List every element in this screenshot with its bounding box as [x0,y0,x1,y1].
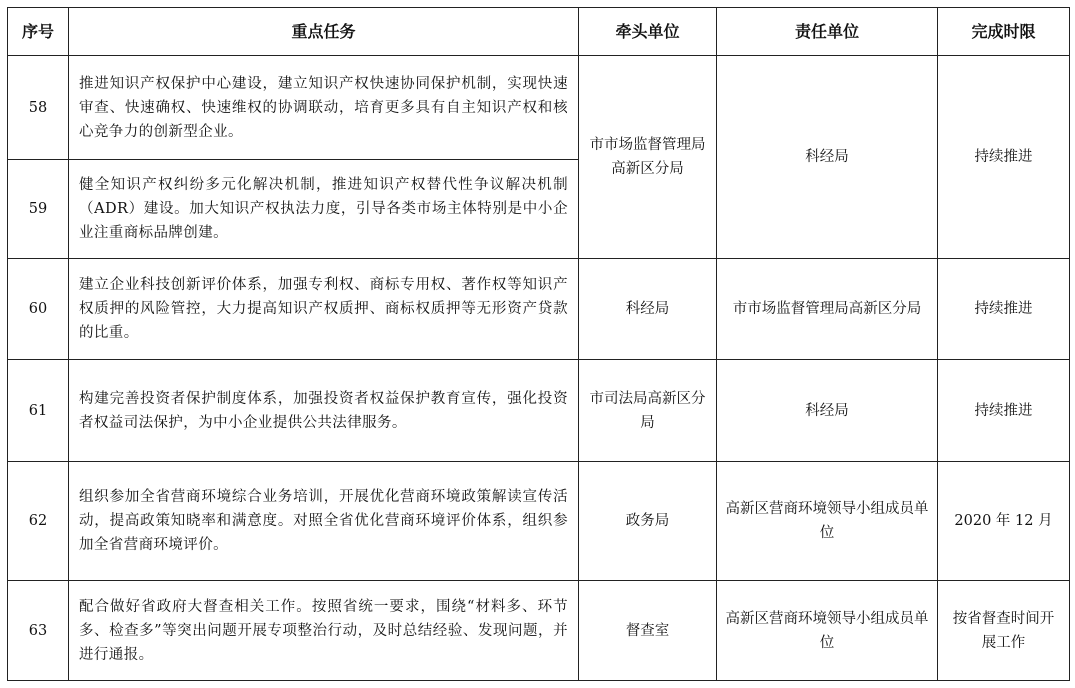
row-lead: 市市场监督管理局高新区分局 [579,56,717,259]
row-no: 59 [8,160,69,259]
row-lead: 督查室 [579,581,717,681]
row-resp: 高新区营商环境领导小组成员单位 [717,462,938,581]
row-time: 按省督查时间开展工作 [938,581,1070,681]
row-time: 持续推进 [938,56,1070,259]
table-row [8,581,1070,681]
row-task: 配合做好省政府大督查相关工作。按照省统一要求，围绕“材料多、环节多、检查多”等突出问题开展专项整治行动，及时总结经验、发现问题，并进行通报。 [69,581,579,681]
table-row [8,259,1070,360]
row-resp: 市市场监督管理局高新区分局 [717,259,938,360]
row-no: 60 [8,259,69,360]
row-task: 推进知识产权保护中心建设，建立知识产权快速协同保护机制，实现快速审查、快速确权、快速维权的协调联动，培育更多具有自主知识产权和核心竞争力的创新型企业。 [69,56,579,160]
row-no: 61 [8,360,69,462]
row-lead: 科经局 [579,259,717,360]
row-time: 持续推进 [938,259,1070,360]
row-resp: 科经局 [717,56,938,259]
task-table [7,7,1070,681]
header-task: 重点任务 [69,8,579,56]
table-row [8,56,1070,160]
row-task: 建立企业科技创新评价体系，加强专利权、商标专用权、著作权等知识产权质押的风险管控，大力提高知识产权质押、商标权质押等无形资产贷款的比重。 [69,259,579,360]
row-lead: 政务局 [579,462,717,581]
table-row [8,462,1070,581]
row-time: 2020 年 12 月 [938,462,1070,581]
row-lead: 市司法局高新区分局 [579,360,717,462]
table-row [8,360,1070,462]
header-resp: 责任单位 [717,8,938,56]
header-time: 完成时限 [938,8,1070,56]
row-time: 持续推进 [938,360,1070,462]
row-task: 构建完善投资者保护制度体系，加强投资者权益保护教育宣传，强化投资者权益司法保护，为中小企业提供公共法律服务。 [69,360,579,462]
header-lead: 牵头单位 [579,8,717,56]
header-no: 序号 [8,8,69,56]
row-resp: 高新区营商环境领导小组成员单位 [717,581,938,681]
row-no: 63 [8,581,69,681]
row-no: 62 [8,462,69,581]
header-row [8,8,1070,56]
row-task: 组织参加全省营商环境综合业务培训，开展优化营商环境政策解读宣传活动，提高政策知晓率和满意度。对照全省优化营商环境评价体系，组织参加全省营商环境评价。 [69,462,579,581]
row-resp: 科经局 [717,360,938,462]
row-no: 58 [8,56,69,160]
row-task: 健全知识产权纠纷多元化解决机制，推进知识产权替代性争议解决机制（ADR）建设。加大知识产权执法力度，引导各类市场主体特别是中小企业注重商标品牌创建。 [69,160,579,259]
